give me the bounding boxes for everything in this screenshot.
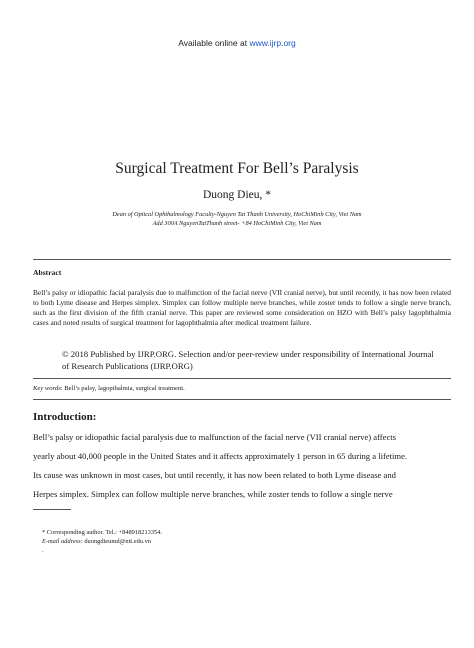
abstract-text: Bell’s palsy or idiopathic facial paralysis due to malfunction of the facial nerve (VII cranial nerve), but until recently, it has now been related to both Lyme disease and Herpes simplex. Simplex can follow multiple nerve branches, while zoster tends to follow a single nerve branch, such as the first division of the fifth cranial nerve. This paper are reviewed some consideration on HZO with Bell’s palsy lagophthalmia cases and noted results of surgical treatment for lagophthalmia after medical treatment failure. xyxy=(33,288,451,327)
footnote-email-label: E-mail address: xyxy=(42,538,83,545)
keywords-top-rule xyxy=(33,378,451,379)
availability-line xyxy=(0,38,474,48)
footnote-corresponding-author: * Corresponding author. Tel.: +848918213354. xyxy=(42,529,163,536)
availability-prefix: Available online at xyxy=(178,38,250,48)
journal-website-link[interactable]: www.ijrp.org xyxy=(249,38,296,48)
introduction-line-3: Its cause was unknown in most cases, but until recently, it has now been related to both Lyme disease and xyxy=(33,470,396,480)
paper-title: Surgical Treatment For Bell’s Paralysis xyxy=(115,160,359,177)
paper-author: Duong Dieu, * xyxy=(202,189,272,201)
abstract-heading: Abstract xyxy=(33,268,62,277)
keywords-text: : Bell’s palsy, lagopthalmia, surgical treatment. xyxy=(60,385,185,392)
footnote-email-address[interactable]: duongdieumd@ntt.edu.vn xyxy=(82,538,151,545)
introduction-line-2: yearly about 40,000 people in the United States and it affects approximately 1 person in 65 during a lifetime. xyxy=(33,451,408,461)
introduction-line-4: Herpes simplex. Simplex can follow multiple nerve branches, while zoster tends to follow a single nerve xyxy=(33,489,393,499)
keywords-line xyxy=(33,385,451,392)
affiliation-line-2: Add 300A NguyenTatThanh street- +84 HoChiMinh City, Viet Nam xyxy=(152,220,322,227)
footnote-trailing-dot: . xyxy=(42,547,44,554)
introduction-line-1: Bell’s palsy or idiopathic facial paralysis due to malfunction of the facial nerve (VII cranial nerve) affects xyxy=(33,432,397,442)
affiliation-line-1: Dean of Optical Ophthalmology Faculty-Nguyen Tat Thanh University, HoChiMinh City, Viet Nam xyxy=(112,211,362,218)
footnote-email-line xyxy=(42,538,151,545)
keywords-bottom-rule xyxy=(33,399,451,400)
copyright-notice: © 2018 Published by IJRP.ORG. Selection and/or peer-review under responsibility of International Journal of Research Publications (IJRP.ORG) xyxy=(62,349,434,371)
keywords-label: Key words xyxy=(33,385,61,392)
introduction-heading: Introduction: xyxy=(33,411,97,423)
abstract-top-rule xyxy=(33,259,451,260)
footnote-rule xyxy=(33,509,71,510)
